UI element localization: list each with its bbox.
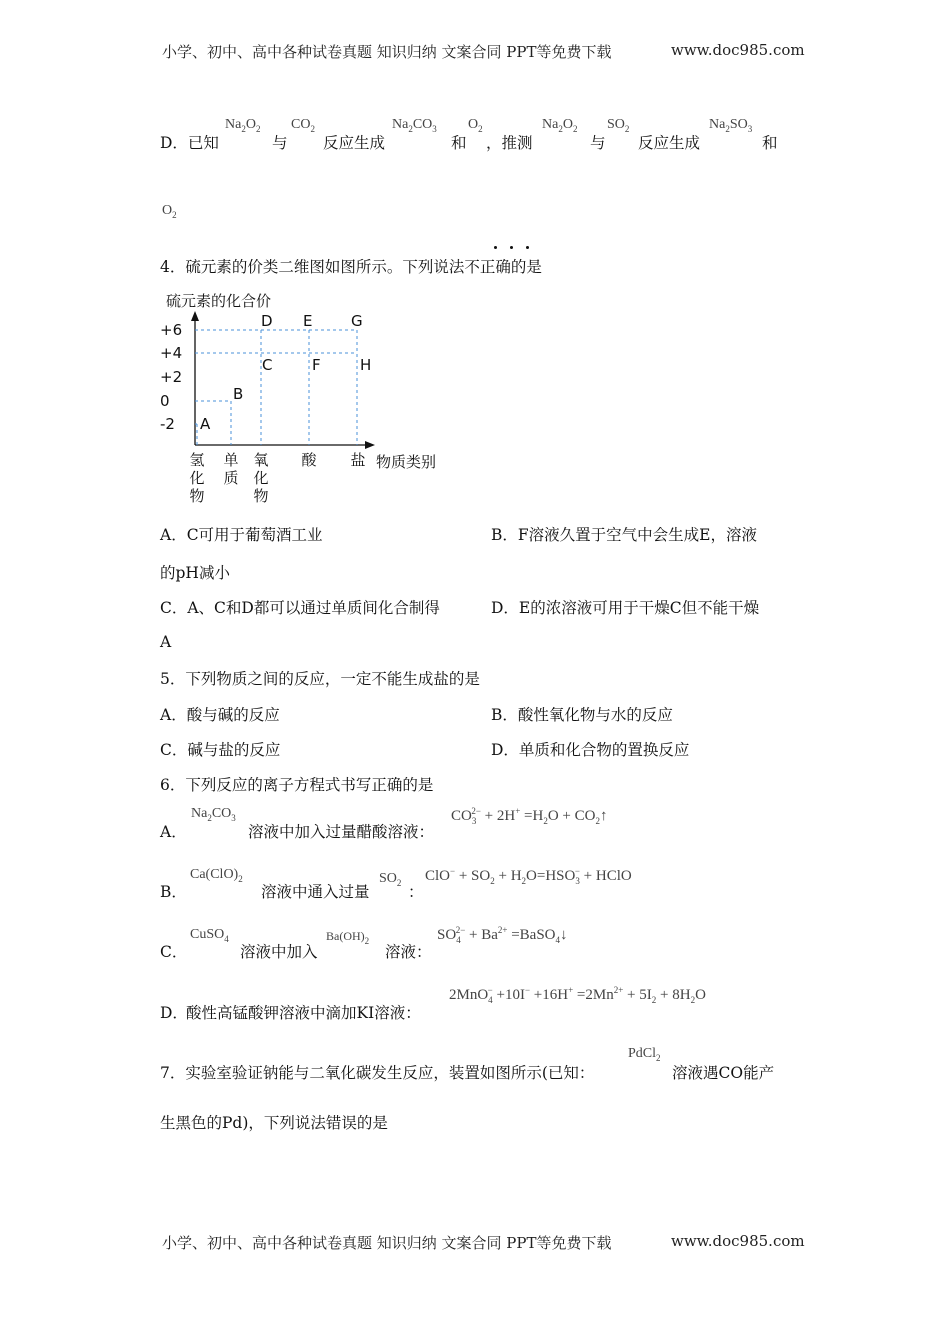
- point-label-c: C: [262, 356, 273, 374]
- q7-stem-end: 溶液遇CO能产: [672, 1064, 775, 1082]
- point-label-f: F: [312, 356, 321, 374]
- point-label-e: E: [303, 312, 313, 330]
- q6-a-formula: $Na_2CO_3$: [191, 806, 236, 823]
- q3-word-yu2: 与: [590, 134, 606, 152]
- valence-class-chart: [155, 285, 455, 510]
- q3-word-he: 和: [451, 134, 467, 152]
- q3-formula-na2o2: $Na_2O_2$: [225, 117, 261, 134]
- q6-b-so2: $SO_2$: [379, 871, 402, 888]
- emphasis-dot: [526, 246, 529, 249]
- q4-option-b-cont: 的pH减小: [160, 564, 230, 582]
- q6-c-baoh: $Ba(OH)_2$: [326, 929, 370, 946]
- x-category-label: 化: [253, 469, 269, 487]
- q3-formula-so2: $SO_2$: [607, 117, 630, 134]
- x-category-label: 物: [253, 487, 269, 505]
- x-category-label: 盐: [350, 451, 366, 469]
- q4-option-b: B．F溶液久置于空气中会生成E，溶液: [491, 526, 757, 544]
- point-label-h: H: [360, 356, 372, 374]
- q6-b-text: 溶液中通入过量: [261, 883, 370, 901]
- page-header-url[interactable]: www.doc985.com: [671, 41, 805, 59]
- x-category-label: 质: [223, 469, 239, 487]
- chart-x-title: 物质类别: [376, 453, 437, 471]
- x-axis-arrow: [365, 441, 375, 449]
- y-tick-label: +6: [160, 321, 183, 339]
- point-label-d: D: [261, 312, 273, 330]
- q3-formula-na2co3: $Na_2CO_3$: [392, 117, 437, 134]
- emphasis-dot: [510, 246, 513, 249]
- q6-option-a-label: A．: [160, 823, 187, 841]
- q5-option-d: D．单质和化合物的置换反应: [491, 741, 690, 759]
- emphasis-dot: [494, 246, 497, 249]
- x-category-label: 化: [189, 469, 205, 487]
- q6-c-equation: $SO_4^{2-} + Ba^{2+}$ =BaSO$_4$↓: [437, 925, 568, 945]
- q5-option-b: B．酸性氧化物与水的反应: [491, 706, 673, 724]
- q6-b-colon: ：: [408, 883, 424, 901]
- q6-c-text: 溶液中加入: [240, 943, 318, 961]
- q5-option-a: A．酸与碱的反应: [160, 706, 280, 724]
- q6-a-text: 溶液中加入过量醋酸溶液：: [248, 823, 435, 841]
- page-header-text: 小学、初中、高中各种试卷真题 知识归纳 文案合同 PPT等免费下载: [162, 43, 612, 61]
- q3-word-reacts2: 反应生成: [638, 134, 701, 152]
- q5-option-c: C．碱与盐的反应: [160, 741, 281, 759]
- q3-word-yu: 与: [272, 134, 288, 152]
- q3-option-d-prefix: D．已知: [160, 134, 219, 152]
- q4-option-d: D．E的浓溶液可用于干燥C但不能干燥: [491, 599, 760, 617]
- q6-c-formula: CuSO$_4$: [190, 927, 229, 944]
- q5-stem: 5．下列物质之间的反应，一定不能生成盐的是: [160, 670, 480, 688]
- q7-stem: 7．实验室验证钠能与二氧化碳发生反应，装置如图所示(已知：: [160, 1064, 595, 1082]
- q3-formula-na2o2-b: $Na_2O_2$: [542, 117, 578, 134]
- x-category-label: 单: [223, 451, 239, 469]
- q3-word-reacts: 反应生成: [323, 134, 386, 152]
- q3-word-infer: ，推测: [486, 134, 533, 152]
- y-tick-label: +4: [160, 344, 183, 362]
- q6-a-equation: $CO_3^{2-} + 2H^+ =H_2O$ + $CO_2↑$: [451, 806, 608, 826]
- chart-y-title: 硫元素的化合价: [166, 292, 272, 310]
- q4-stem: 4．硫元素的价类二维图如图所示。下列说法不正确的是: [160, 258, 542, 276]
- q3-formula-co2: $CO_2$: [291, 117, 315, 134]
- q6-b-equation: $ClO^- + SO_2 + H_2O=HSO_3^-$ + HClO: [425, 866, 632, 886]
- y-tick-label: -2: [160, 415, 175, 433]
- point-label-a: A: [200, 415, 211, 433]
- page-footer-text: 小学、初中、高中各种试卷真题 知识归纳 文案合同 PPT等免费下载: [162, 1234, 612, 1252]
- q6-d-equation: $2MnO_4^- +10I^- +16H^+ =2Mn^{2+} + 5I_2 + 8H_2O$: [449, 985, 706, 1005]
- point-label-b: B: [233, 385, 244, 403]
- y-tick-label: 0: [160, 392, 170, 410]
- x-category-label: 物: [189, 487, 205, 505]
- y-tick-label: +2: [160, 368, 183, 386]
- q4-option-c: C．A、C和D都可以通过单质间化合制得: [160, 599, 440, 617]
- q6-stem: 6．下列反应的离子方程式书写正确的是: [160, 776, 434, 794]
- q6-option-c-label: C．: [160, 943, 188, 961]
- q6-option-b-label: B．: [160, 883, 187, 901]
- q3-formula-o2-b: $O_2$: [162, 203, 177, 220]
- q6-b-formula: $Ca(ClO)_2$: [190, 867, 243, 884]
- q7-pdcl2: PdCl$_2$: [628, 1046, 661, 1063]
- x-category-label: 酸: [301, 451, 317, 469]
- point-label-g: G: [351, 312, 363, 330]
- q3-word-he2: 和: [762, 134, 778, 152]
- q3-formula-na2so3: $Na_2SO_3$: [709, 117, 753, 134]
- q3-formula-o2: $O_2$: [468, 117, 483, 134]
- y-axis-arrow: [191, 311, 199, 321]
- q7-line2: 生黑色的Pd)，下列说法错误的是: [160, 1114, 388, 1132]
- x-category-label: 氧: [253, 451, 269, 469]
- q6-option-d-label: D．: [160, 1004, 188, 1022]
- q6-c-text2: 溶液：: [385, 943, 432, 961]
- q4-option-d-cont: A: [160, 633, 172, 651]
- q4-option-a: A．C可用于葡萄酒工业: [160, 526, 323, 544]
- page-footer-url[interactable]: www.doc985.com: [671, 1232, 805, 1250]
- q6-d-text: 酸性高锰酸钾溶液中滴加KI溶液：: [186, 1004, 421, 1022]
- x-category-label: 氢: [189, 451, 205, 469]
